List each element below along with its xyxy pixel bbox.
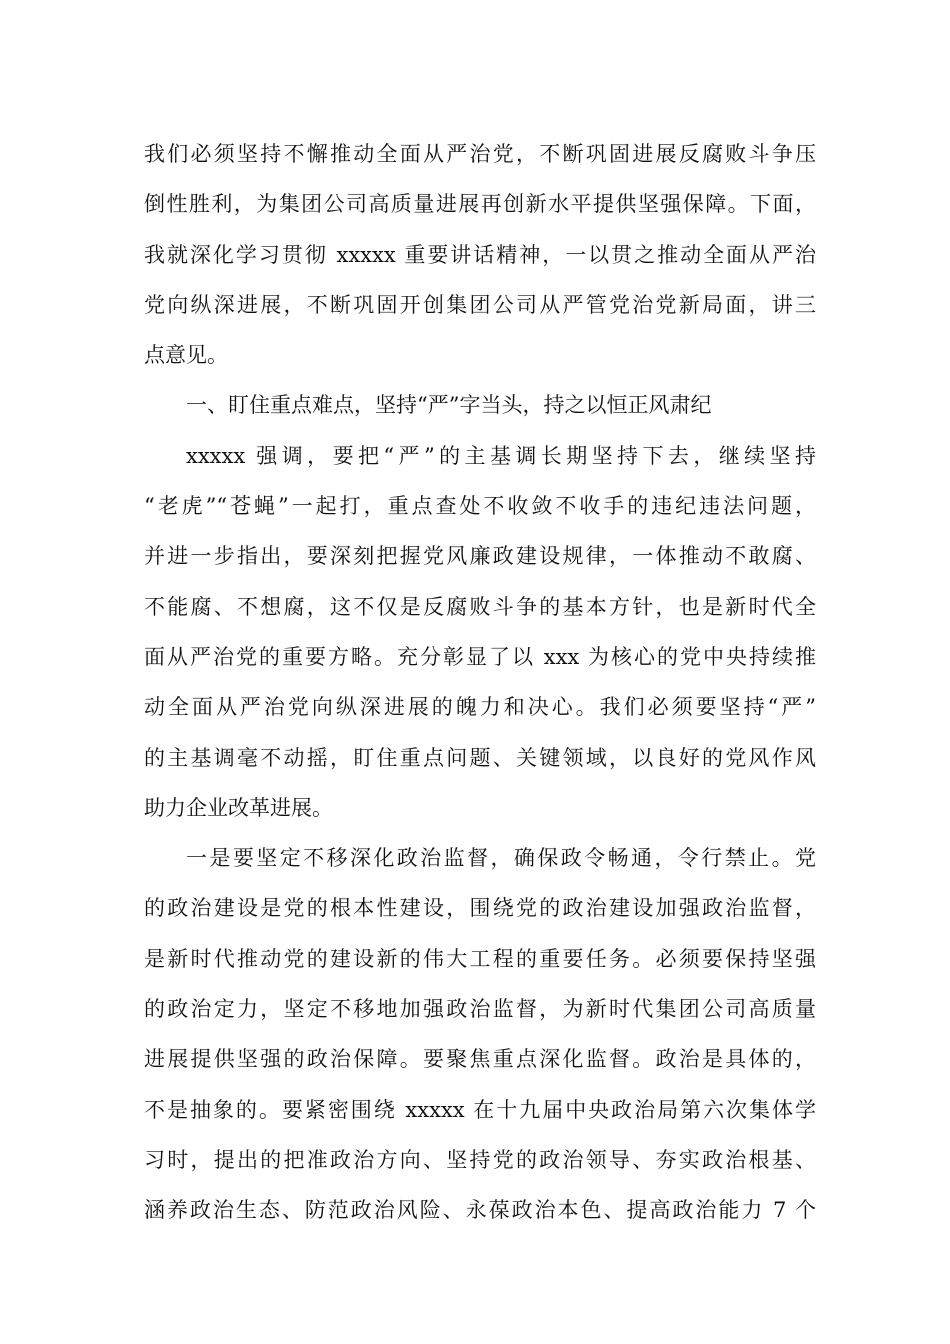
text-line: 并进一步指出，要深刻把握党风廉政建设规律，一体推动不敢腐、: [144, 544, 816, 569]
body-text: [144, 129, 816, 1236]
text-line: xxxxx 强调，要把“严”的主基调长期坚持下去，继续坚持: [186, 443, 816, 468]
text-line: 倒性胜利，为集团公司高质量进展再创新水平提供坚强保障。下面，: [144, 192, 816, 217]
text-line: 我们必须坚持不懈推动全面从严治党，不断巩固进展反腐败斗争压: [144, 142, 816, 166]
text-line: 我就深化学习贯彻 xxxxx 重要讲话精神，一以贯之推动全面从严治: [144, 242, 816, 267]
text-line: 面从严治党的重要方略。充分彰显了以 xxx 为核心的党中央持续推: [144, 644, 816, 669]
text-line: 是新时代推动党的建设新的伟大工程的重要任务。必须要保持坚强: [144, 946, 816, 971]
text-line: 不是抽象的。要紧密围绕 xxxxx 在十九届中央政治局第六次集体学: [144, 1097, 816, 1122]
text-line: 的政治建设是党的根本性建设，围绕党的政治建设加强政治监督，: [144, 896, 816, 921]
text-line: 点意见。: [144, 343, 228, 368]
text-line: 一、盯住重点难点，坚持“严”字当头，持之以恒正风肃纪: [186, 393, 712, 418]
text-line: 党向纵深进展，不断巩固开创集团公司从严管党治党新局面，讲三: [144, 292, 816, 317]
text-line: 的政治定力，坚定不移地加强政治监督，为新时代集团公司高质量: [144, 997, 816, 1022]
text-line: 习时，提出的把准政治方向、坚持党的政治领导、夯实政治根基、: [144, 1147, 816, 1172]
text-line: 的主基调毫不动摇，盯住重点问题、关键领域，以良好的党风作风: [144, 745, 816, 770]
text-line: “老虎”“苍蝇”一起打，重点查处不收敛不收手的违纪违法问题，: [144, 494, 816, 519]
text-line: 不能腐、不想腐，这不仅是反腐败斗争的基本方针，也是新时代全: [144, 594, 816, 619]
text-line: 动全面从严治党向纵深进展的魄力和决心。我们必须要坚持“严”: [144, 695, 816, 720]
text-line: 涵养政治生态、防范政治风险、永葆政治本色、提高政治能力 7 个: [144, 1198, 816, 1223]
text-line: 助力企业改革进展。: [144, 795, 333, 820]
text-line: 一是要坚定不移深化政治监督，确保政令畅通，令行禁止。党: [186, 846, 816, 871]
text-line: 进展提供坚强的政治保障。要聚焦重点深化监督。政治是具体的，: [144, 1047, 816, 1072]
